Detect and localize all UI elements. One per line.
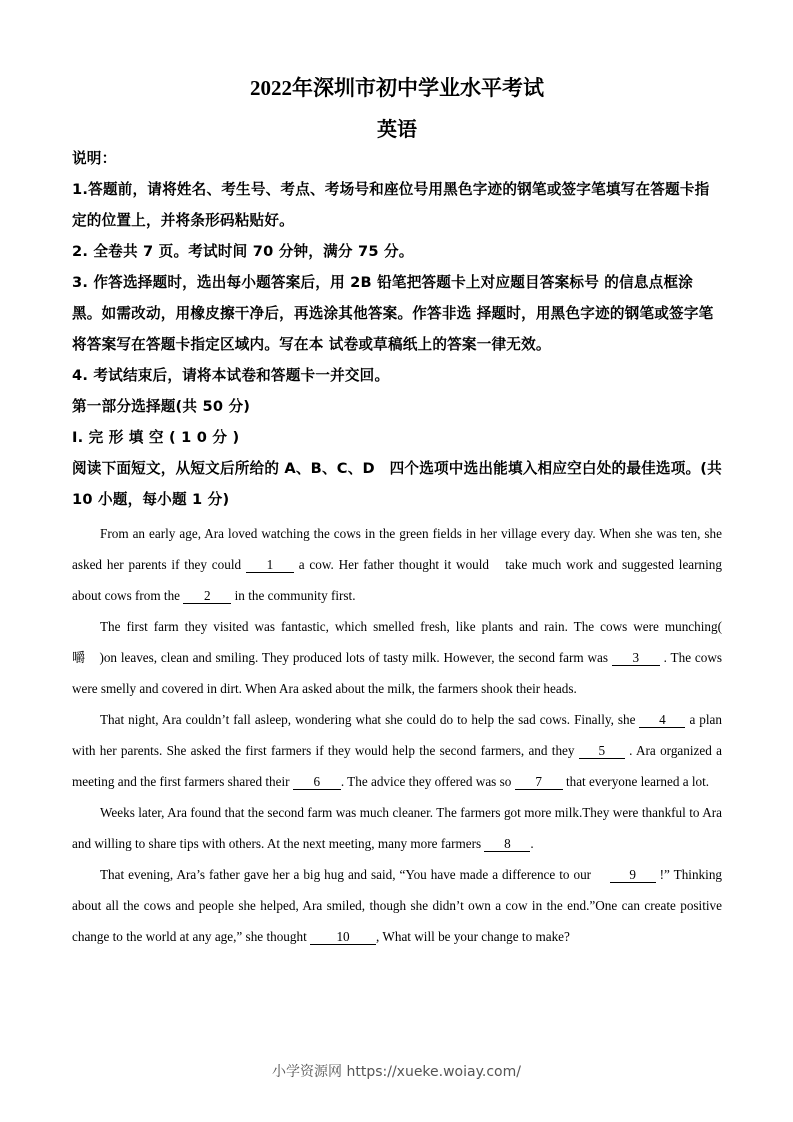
passage-text: , What will be your change to make?	[376, 929, 570, 944]
blank-5: 5	[579, 743, 625, 759]
watermark-link[interactable]: 小学资源网 https://xueke.woiay.com/	[272, 1064, 521, 1080]
instruction-item: 4. 考试结束后，请将本试卷和答题卡一并交回。	[72, 367, 390, 384]
subsection-title: I. 完 形 填 空 ( 1 0 分 )	[72, 429, 240, 446]
blank-9: 9	[610, 867, 656, 883]
blank-6: 6	[293, 774, 341, 790]
passage-text: . The cows were smelly and covered in dirt. When Ara asked about the milk, the farmers shook their heads.	[72, 650, 722, 696]
blank-10: 10	[310, 929, 376, 945]
passage-text: From an early age, Ara loved watching the cows in the green fields in her village every day. When she was ten, she asked her parents if they could	[72, 526, 722, 572]
subject-title: 英语	[377, 119, 417, 141]
passage-text: Weeks later, Ara found that the second farm was much cleaner. The farmers got more milk.They were thankful to Ara and willing to share tips with others. At the next meeting, many more farmers	[72, 805, 722, 851]
blank-1: 1	[246, 557, 294, 573]
blank-8: 8	[484, 836, 530, 852]
instruction-item: 3. 作答选择题时，选出每小题答案后，用 2B 铅笔把答题卡上对应题目答案标号 的信息点框涂黑。如需改动，用橡皮擦干净后，再选涂其他答案。作答非选 择题时，用黑色字迹的钢笔或签字笔将答案写在答题卡指定区域内。写在本 试卷或草稿纸上的答案一律无效。	[72, 274, 714, 353]
blank-2: 2	[183, 588, 231, 604]
exam-title: 2022年深圳市初中学业水平考试	[250, 76, 544, 100]
passage-paragraph	[72, 859, 722, 952]
passage-text: . Ara organized a meeting and the first farmers shared their	[72, 743, 722, 789]
passage-text: a plan with her parents. She asked the first farmers if they would help the second farmers, and they	[72, 712, 722, 758]
passage-text: That evening, Ara’s father gave her a big hug and said, “You have made a difference to our	[100, 867, 610, 882]
part-title: 第一部分选择题(共 50 分)	[72, 398, 251, 415]
blank-4: 4	[639, 712, 685, 728]
passage-paragraph	[72, 518, 722, 611]
passage-paragraph	[72, 797, 722, 859]
blank-7: 7	[515, 774, 563, 790]
cloze-passage	[72, 518, 736, 952]
passage-text: The first farm they visited was fantastic, which smelled fresh, like plants and rain. The cows were munching( 嚼 )on leaves, clean and smiling. They produced lots of tasty milk. However, the second farm was	[72, 619, 736, 665]
passage-text: That night, Ara couldn’t fall asleep, wondering what she could do to help the sad cows. Finally, she	[100, 712, 640, 727]
passage-text: a cow. Her father thought it would take much work and suggested learning about cows from the	[72, 557, 722, 603]
passage-text: . The advice they offered was so	[340, 774, 515, 789]
instruction-item: 2. 全卷共 7 页。考试时间 70 分钟，满分 75 分。	[72, 243, 414, 260]
blank-3: 3	[612, 650, 660, 666]
passage-text: in the community first.	[231, 588, 356, 603]
passage-paragraph	[72, 704, 722, 797]
instructions-block	[72, 143, 722, 515]
directions: 阅读下面短文，从短文后所给的 A、B、C、D 四个选项中选出能填入相应空白处的最佳选项。(共 10 小题，每小题 1 分)	[72, 460, 722, 508]
passage-text: !” Thinking about all the cows and people she helped, Ara smiled, though she didn’t own a cow in the end.”One can create positive change to the world at any age,” she thought	[72, 867, 723, 944]
instruction-item: 1.答题前，请将姓名、考生号、考点、考场号和座位号用黑色字迹的钢笔或签字笔填写在答题卡指定的位置上，并将条形码粘贴好。	[72, 181, 710, 229]
passage-text: that everyone learned a lot.	[562, 774, 710, 789]
passage-text: .	[530, 836, 534, 851]
passage-paragraph	[72, 611, 736, 704]
instructions-heading: 说明：	[72, 150, 117, 167]
